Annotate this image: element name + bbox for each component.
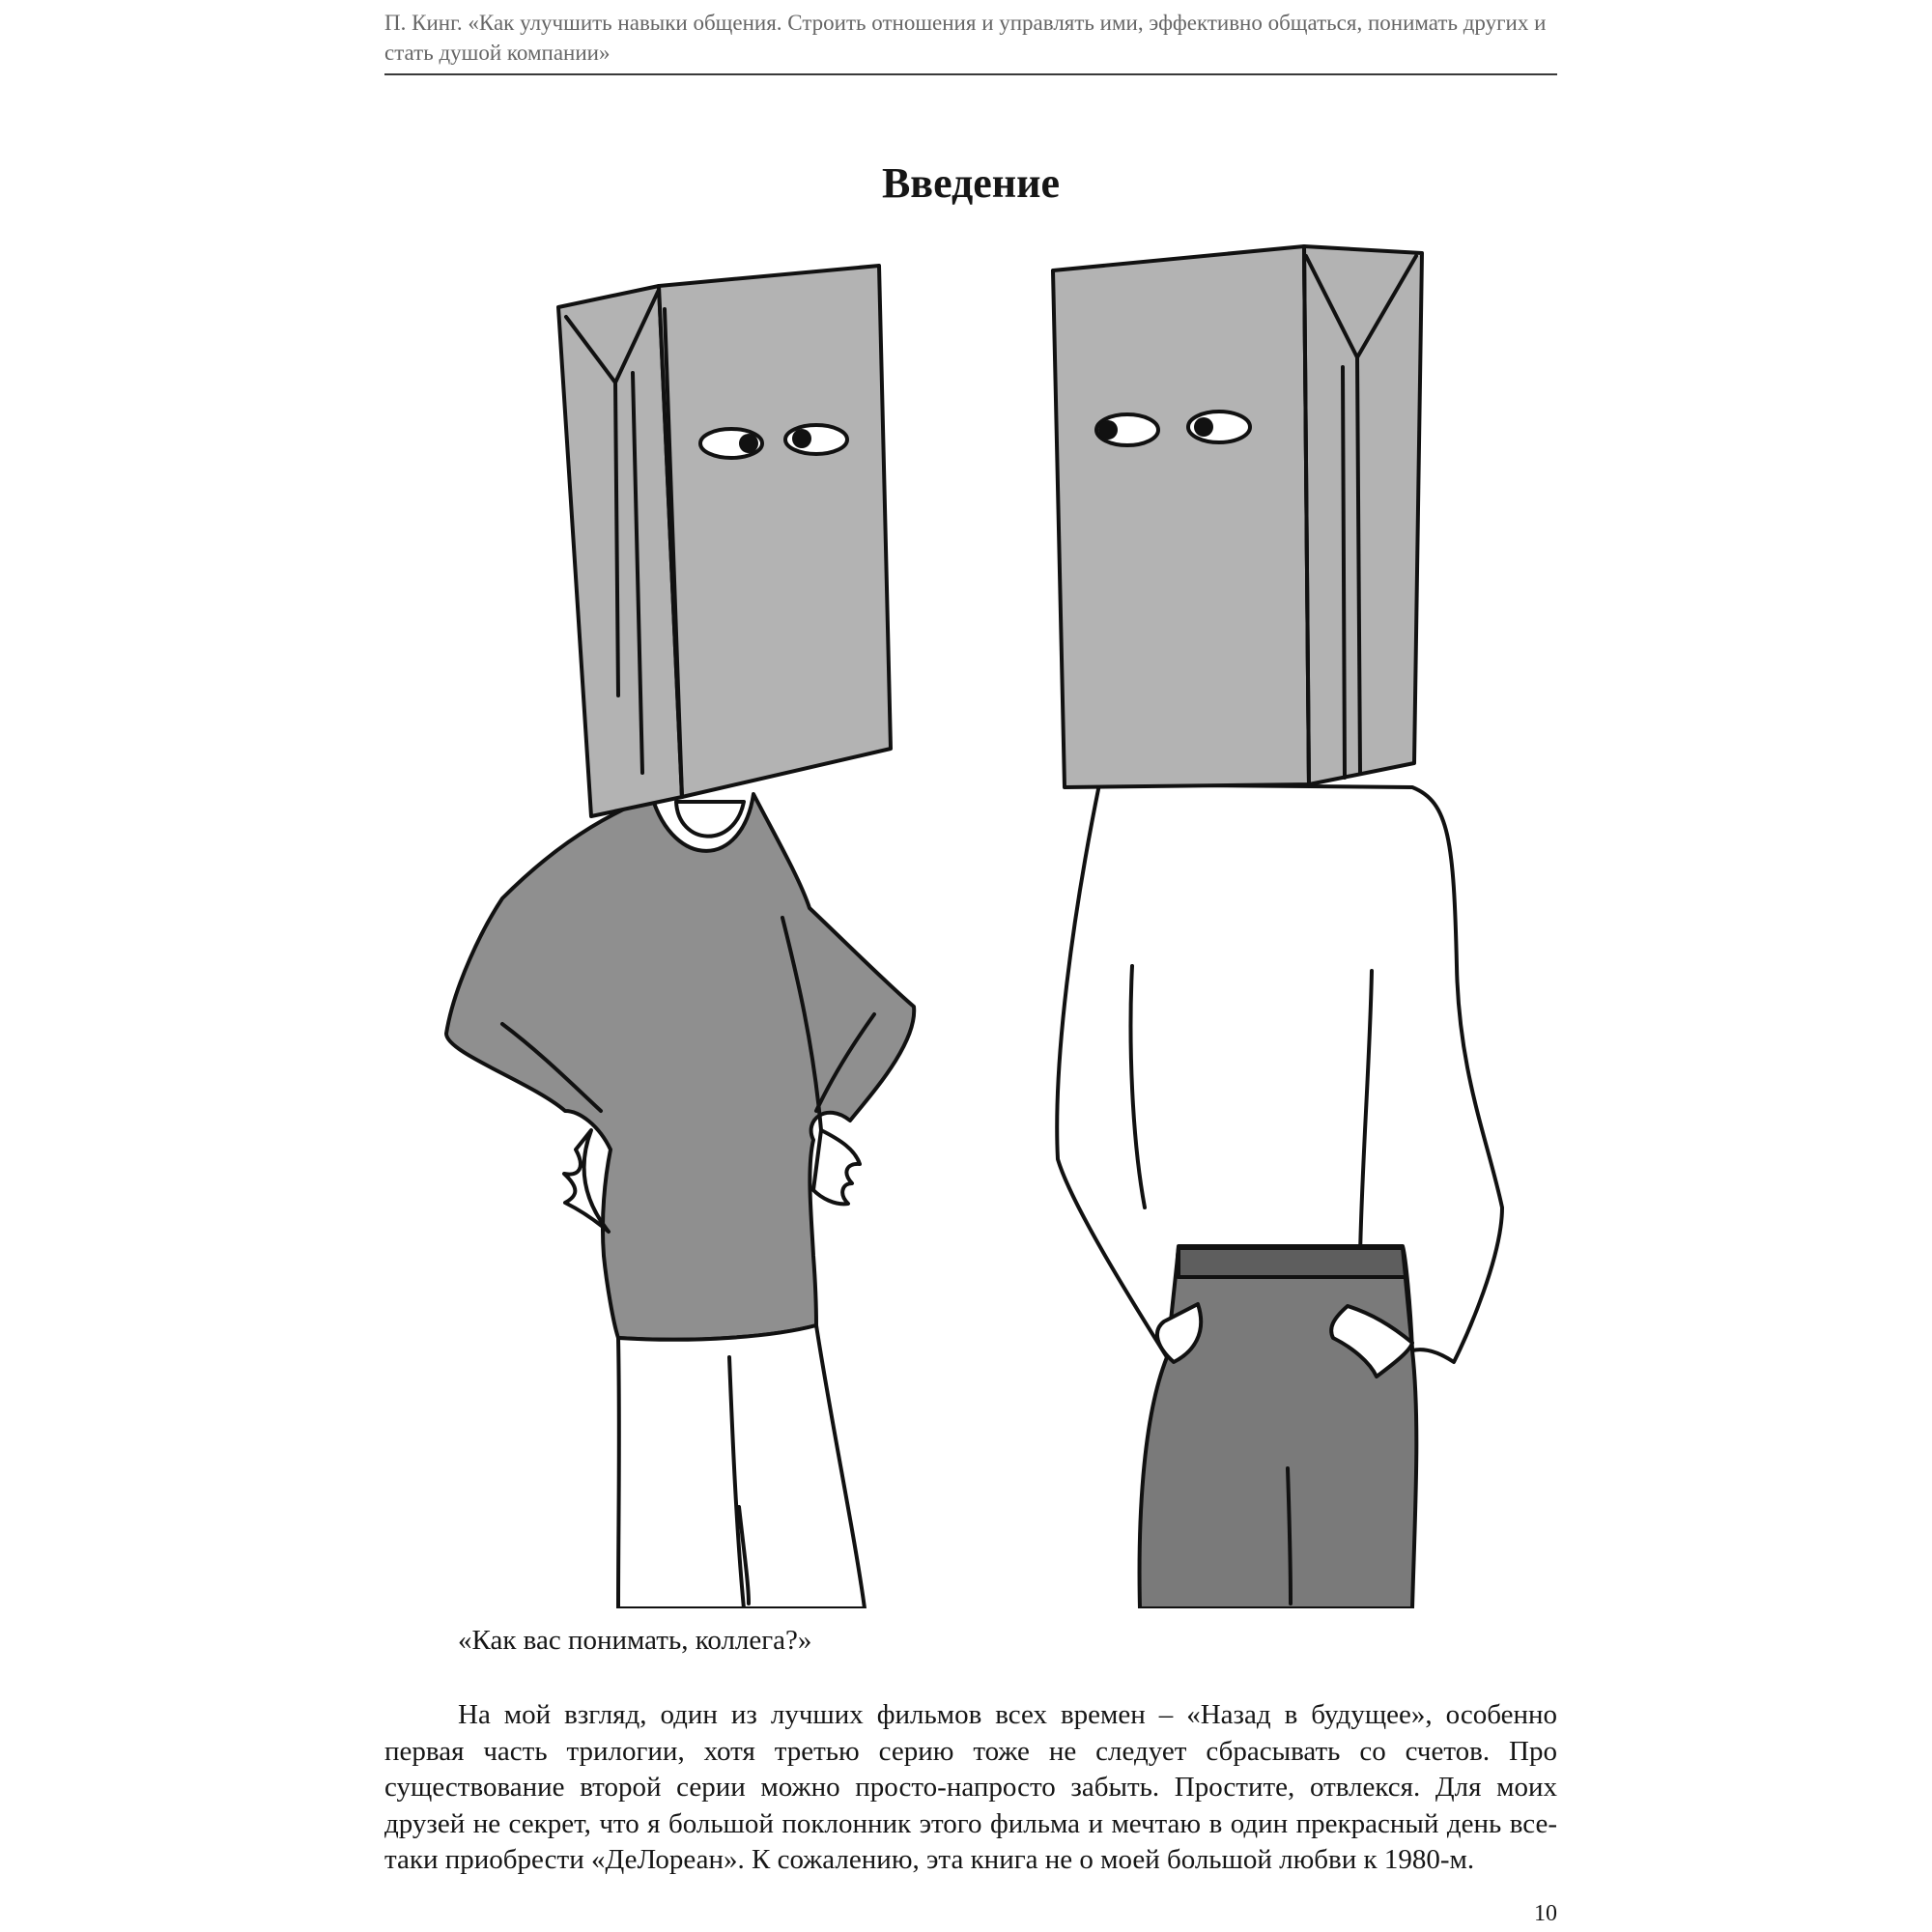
illustration-paper-bag-people <box>425 237 1517 1608</box>
right-person-waistband <box>1179 1248 1406 1277</box>
header-rule <box>384 73 1557 75</box>
body-paragraph: На мой взгляд, один из лучших фильмов всех времен – «Назад в будущее», особенно первая часть трилогии, хотя третью серию тоже не следует сбрасывать со счетов. Про существование второй серии можно просто-напросто забыть. Простите, отвлекся. Для моих друзей не секрет, что я большой поклонник этого фильма и мечтаю в один прекрасный день все-таки приобрести «ДеЛореан». К сожалению, эта книга не о моей большой любви к 1980-м. <box>384 1699 1557 1875</box>
left-person-sweater <box>446 794 914 1340</box>
running-header: П. Кинг. «Как улучшить навыки общения. Строить отношения и управлять ими, эффективно общаться, понимать других и стать душой компании» <box>384 11 1547 65</box>
right-person-pants <box>1140 1248 1417 1608</box>
left-person <box>446 266 914 1608</box>
left-person-neck <box>676 802 744 837</box>
illustration-caption: «Как вас понимать, коллега?» <box>458 1625 812 1656</box>
left-person-right-hand <box>813 1130 860 1204</box>
right-person-paper-bag <box>1053 246 1422 787</box>
left-person-paper-bag <box>558 266 891 816</box>
right-person <box>1053 246 1502 1608</box>
chapter-title: Введение <box>881 159 1061 207</box>
page-number: 10 <box>1534 1901 1557 1926</box>
